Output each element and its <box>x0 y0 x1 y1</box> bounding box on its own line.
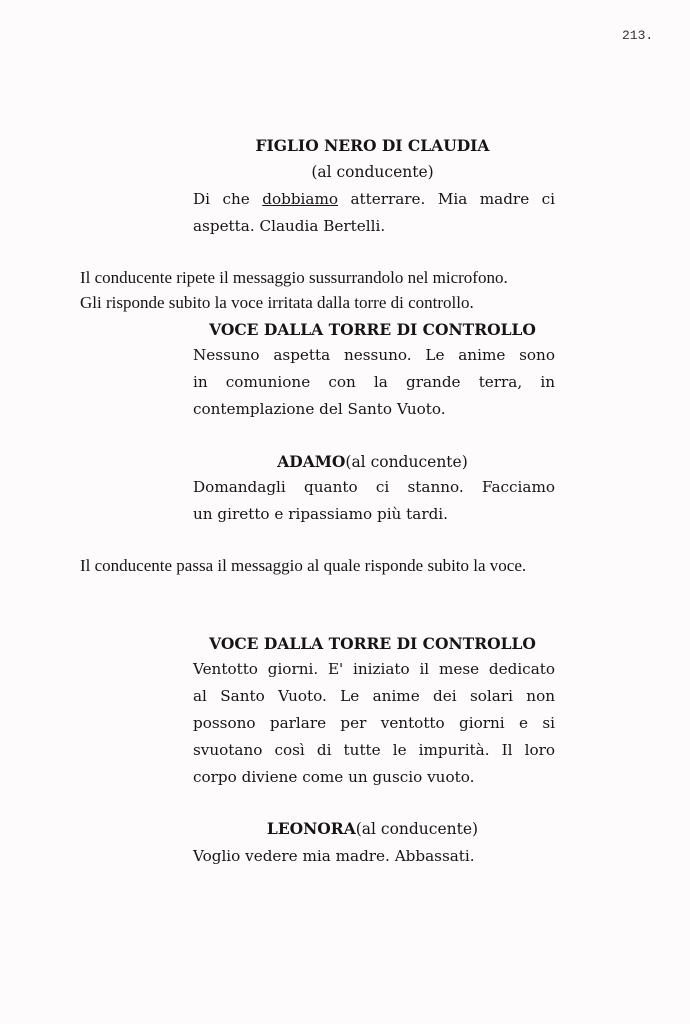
dialogue-line: svuotano così di tutte le impurità. Il loro <box>193 741 555 759</box>
dialogue-line: Ventotto giorni. E' iniziato il mese dedicato <box>193 660 555 678</box>
dialogue-line: un giretto e ripassiamo più tardi. <box>193 505 448 523</box>
speaker-name: ADAMO <box>277 452 346 471</box>
speaker-name: FIGLIO NERO DI CLAUDIA <box>255 136 490 155</box>
dialogue <box>193 342 555 423</box>
action-text <box>80 265 508 315</box>
dialogue-line: corpo diviene come un guscio vuoto. <box>193 768 475 786</box>
dialogue <box>193 843 555 870</box>
speaker-heading <box>0 819 690 838</box>
dialogue-line: Voglio vedere mia madre. Abbassati. <box>193 847 475 865</box>
dialogue-line: contemplazione del Santo Vuoto. <box>193 400 446 418</box>
action-line: Il conducente passa il messaggio al quale risponde subito la voce. <box>80 556 527 575</box>
underlined-word: dobbiamo <box>262 190 339 208</box>
stage-direction: (al conducente) <box>311 163 434 181</box>
speaker-name: VOCE DALLA TORRE DI CONTROLLO <box>209 320 536 339</box>
dialogue <box>193 474 555 528</box>
speaker-heading <box>0 452 690 471</box>
dialogue-line: in comunione con la grande terra, in <box>193 373 555 391</box>
action-line: Gli risponde subito la voce irritata dalla torre di controllo. <box>80 293 474 312</box>
action-text <box>80 553 526 578</box>
dialogue-line: al Santo Vuoto. Le anime dei solari non <box>193 687 555 705</box>
dialogue <box>193 656 555 791</box>
dialogue-line: Nessuno aspetta nessuno. Le anime sono <box>193 346 555 364</box>
dialogue-line: Di che dobbiamo atterrare. Mia madre ci <box>193 190 555 208</box>
page-number: 213. <box>622 28 654 43</box>
speaker-name: LEONORA <box>266 819 356 838</box>
dialogue <box>193 186 555 240</box>
stage-direction: (al conducente) <box>355 820 479 838</box>
action-line: Il conducente ripete il messaggio sussurrandolo nel microfono. <box>80 268 508 287</box>
speaker-name: VOCE DALLA TORRE DI CONTROLLO <box>209 634 536 653</box>
dialogue-line: aspetta. Claudia Bertelli. <box>193 217 386 235</box>
stage-direction: (al conducente) <box>345 453 468 471</box>
dialogue-line: possono parlare per ventotto giorni e si <box>193 714 555 732</box>
dialogue-line: Domandagli quanto ci stanno. Facciamo <box>193 478 555 496</box>
